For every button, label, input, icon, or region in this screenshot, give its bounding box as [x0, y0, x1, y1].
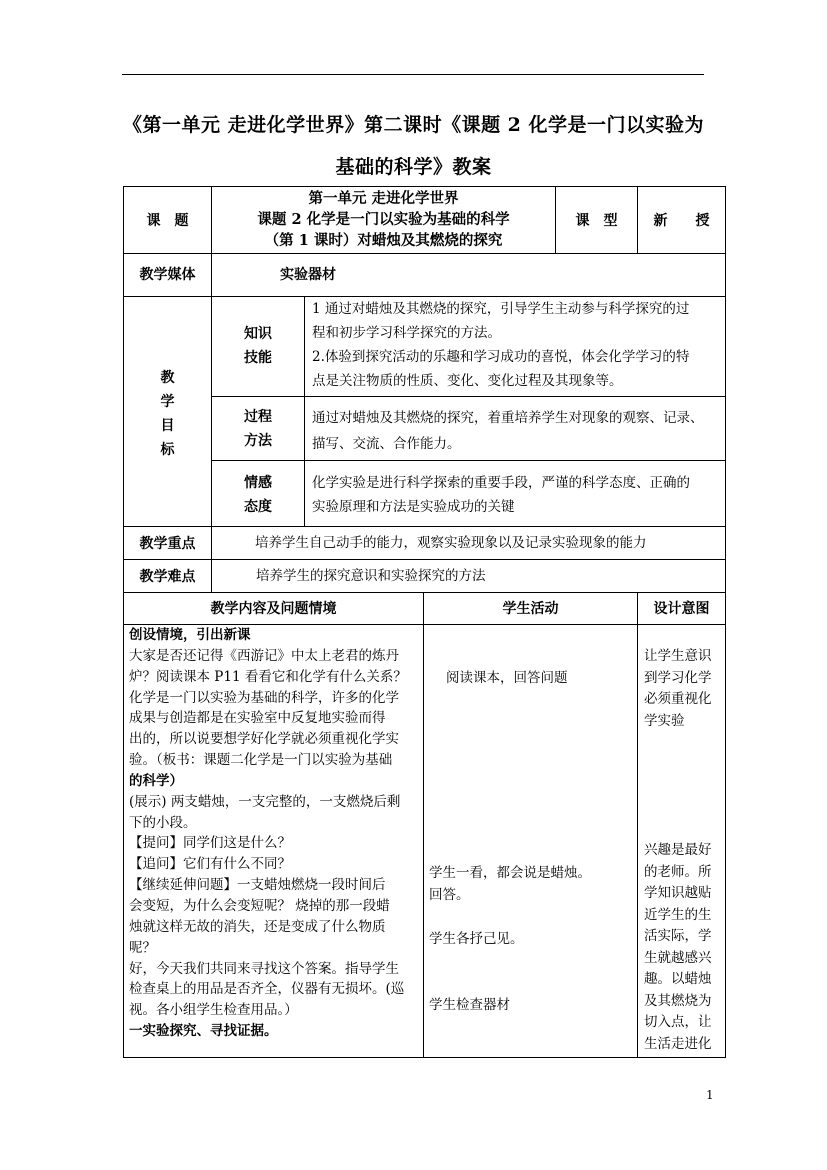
- content-line: 出的，所以说要想学好化学就必须重视化学实: [129, 731, 399, 748]
- intent-line: 到学习化学: [644, 669, 712, 686]
- goals-label-char-2: 学: [160, 394, 175, 410]
- topic-value: [211, 188, 556, 251]
- activity-3: 回答。: [429, 887, 470, 903]
- intent-line: 兴趣是最好: [644, 842, 712, 858]
- content-line: 化学是一门以实验为基础的科学，许多的化学: [129, 689, 399, 706]
- activity-5: 学生检查器材: [429, 997, 510, 1013]
- content-line: 【提问】同学们这是什么？: [129, 835, 291, 852]
- knowledge-label-1: 知识: [244, 326, 272, 342]
- key-point-label: 教学重点: [139, 536, 196, 552]
- content-line: 会变短，为什么会变短呢？ 烧掉的那一段蜡: [129, 897, 390, 914]
- media-label: 教学媒体: [139, 267, 196, 283]
- content-line: 一实验探究、寻找证据。: [129, 1023, 278, 1040]
- intent-line: 近学生的生: [644, 906, 712, 923]
- activity-4: 学生各抒己见。: [429, 931, 524, 947]
- media-value: 实验器材: [280, 267, 336, 283]
- content-line: 烛就这样无故的消失，还是变成了什么物质: [129, 918, 386, 935]
- content-line: 【继续延伸问题】一支蜡烛燃烧一段时间后: [129, 877, 386, 894]
- emotion-text: [312, 471, 690, 519]
- content-text: [129, 625, 407, 1042]
- intent-line: 生活走进化: [644, 1035, 712, 1052]
- intent-header: 设计意图: [653, 601, 710, 617]
- emotion-line-1: 化学实验是进行科学探索的重要手段，严谨的科学态度、正确的: [312, 475, 690, 491]
- document-title-line2: 基础的科学》教案: [335, 156, 492, 178]
- knowledge-line-2: 程和初步学习科学探究的方法。: [312, 325, 501, 341]
- emotion-label-1: 情感: [244, 475, 272, 491]
- goals-label: [123, 366, 212, 462]
- intent-line: 趣。以蜡烛: [644, 971, 712, 987]
- emotion-line-2: 实验原理和方法是实验成功的关键: [312, 499, 515, 515]
- topic-line-1: 第一单元 走进化学世界: [308, 190, 459, 207]
- content-line: 炉？阅读课本 P11 看看它和化学有什么关系？: [129, 668, 407, 685]
- intent-line: 学实验: [644, 712, 685, 729]
- intent-line: 必须重视化: [644, 691, 712, 707]
- content-line: 视。各小组学生检查用品。）: [129, 1002, 298, 1019]
- activity-2: 学生一看，都会说是蜡烛。: [429, 865, 591, 881]
- topic-line-2: 课题 2 化学是一门以实验为基础的科学: [257, 211, 510, 228]
- goals-label-char-4: 标: [160, 442, 175, 458]
- page-number: 1: [706, 1088, 714, 1102]
- intent-line: 切入点，让: [644, 1014, 712, 1030]
- content-line: 创设情境，引出新课: [129, 627, 251, 643]
- process-label-2: 方法: [244, 433, 272, 449]
- process-label: [211, 405, 305, 453]
- content-line: 下的小段。: [129, 814, 197, 831]
- key-point-value: 培养学生自己动手的能力，观察实验现象以及记录实验现象的能力: [255, 535, 647, 551]
- type-label: 课 型: [575, 213, 618, 229]
- intent-text-2: [644, 840, 712, 1055]
- content-line: 大家是否还记得《西游记》中太上老君的炼丹: [129, 647, 399, 664]
- difficulty-value: 培养学生的探究意识和实验探究的方法: [256, 568, 486, 584]
- knowledge-line-3: 2.体验到探究活动的乐趣和学习成功的喜悦，体会化学学习的特: [312, 349, 690, 365]
- intent-line: 及其燃烧为: [644, 992, 712, 1009]
- emotion-label: [211, 471, 305, 519]
- difficulty-label: 教学难点: [139, 569, 196, 585]
- knowledge-line-4: 点是关注物质的性质、变化、变化过程及其现象等。: [312, 373, 623, 389]
- emotion-label-2: 态度: [244, 499, 272, 515]
- intent-line: 的老师。所: [644, 863, 712, 880]
- knowledge-label: [211, 322, 305, 370]
- header-rule: [122, 74, 704, 75]
- type-value: 新 授: [653, 213, 710, 229]
- content-line: 成果与创造都是在实验室中反复地实验而得: [129, 710, 386, 727]
- knowledge-line-1: 1 通过对蜡烛及其燃烧的探究，引导学生主动参与科学探究的过: [312, 301, 690, 317]
- knowledge-label-2: 技能: [244, 350, 272, 366]
- document-title-line1: 《第一单元 走进化学世界》第二课时《课题 2 化学是一门以实验为: [122, 114, 705, 136]
- process-line-1: 通过对蜡烛及其燃烧的探究，着重培养学生对现象的观察、记录、: [312, 410, 704, 426]
- intent-line: 活实际，学: [644, 928, 712, 944]
- content-line: 的科学）: [129, 772, 183, 789]
- topic-line-3: （第 1 课时）对蜡烛及其燃烧的探究: [264, 232, 503, 249]
- activity-header: 学生活动: [502, 601, 559, 617]
- process-line-2: 描写、交流、合作能力。: [312, 436, 461, 452]
- content-line: 呢？: [129, 939, 156, 956]
- content-line: 检查桌上的用品是否齐全，仪器有无损坏。(巡: [129, 981, 405, 998]
- intent-line: 学知识越贴: [644, 885, 712, 901]
- intent-line: 生就越感兴: [644, 949, 712, 966]
- content-line: 验。（板书：课题二化学是一门以实验为基础: [129, 752, 393, 769]
- process-label-1: 过程: [244, 409, 272, 425]
- activity-1: 阅读课本，回答问题: [446, 670, 568, 686]
- intent-line: 让学生意识: [644, 648, 712, 664]
- content-line: 【追问】它们有什么不同？: [129, 856, 291, 873]
- content-line: (展示) 两支蜡烛，一支完整的，一支燃烧后剩: [129, 793, 401, 810]
- topic-label: 课 题: [146, 213, 189, 229]
- content-line: 好，今天我们共同来寻找这个答案。指导学生: [129, 960, 399, 977]
- goals-label-char-3: 目: [160, 418, 175, 434]
- goals-label-char-1: 教: [160, 370, 175, 386]
- knowledge-text: [312, 297, 689, 393]
- content-header: 教学内容及问题情境: [210, 601, 337, 617]
- process-text: [312, 405, 704, 457]
- intent-text-1: [644, 646, 712, 732]
